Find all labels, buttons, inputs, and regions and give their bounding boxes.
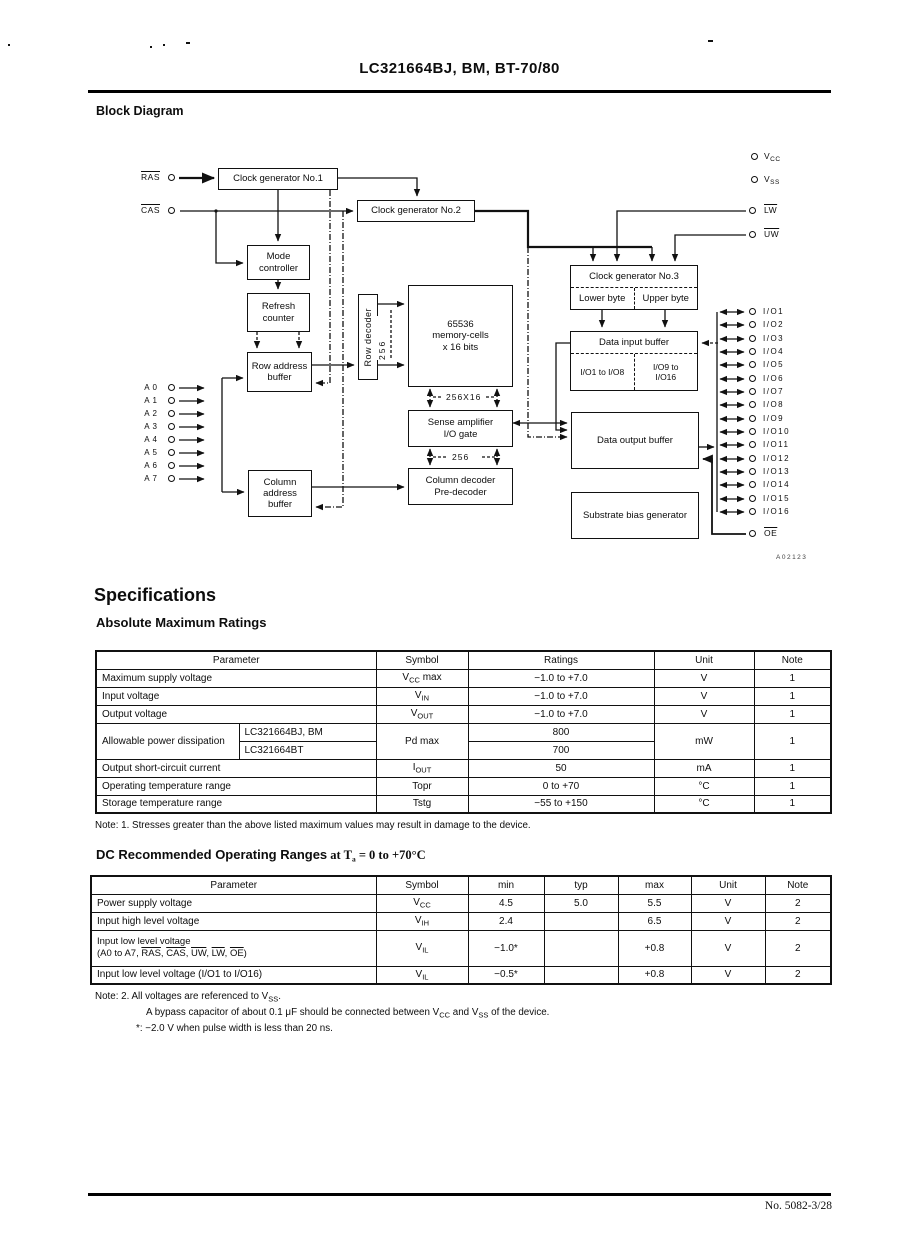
- pin-uw: [749, 231, 756, 238]
- rating-cell: −1.0 to +7.0: [468, 669, 654, 687]
- block-sense-amplifier: Sense amplifier I/O gate: [408, 410, 513, 447]
- header-min: min: [468, 876, 544, 894]
- pin-io10: [749, 428, 756, 435]
- header-symbol: Symbol: [376, 651, 468, 669]
- bus-label-256-rows: 256: [377, 316, 387, 360]
- pin-io2: [749, 321, 756, 328]
- pin-label-a7: A7: [144, 474, 160, 483]
- pin-label-io7: I/O7: [763, 387, 785, 396]
- param-cell: Output short-circuit current: [96, 759, 376, 777]
- header-rule: [88, 90, 831, 93]
- note-cell: 1: [754, 723, 831, 759]
- symbol-cell: $V_{CC}$ max: [376, 669, 468, 687]
- header-note: Note: [754, 651, 831, 669]
- unit-cell: V: [691, 912, 765, 930]
- pin-label-io6: I/O6: [763, 374, 785, 383]
- note-cell: 1: [754, 777, 831, 795]
- header-unit: Unit: [691, 876, 765, 894]
- block-substrate-bias-generator: Substrate bias generator: [571, 492, 699, 539]
- pin-a2: [168, 410, 175, 417]
- param-cell: Power supply voltage: [91, 894, 376, 912]
- symbol-cell: $I_{OUT}$: [376, 759, 468, 777]
- unit-cell: V: [654, 705, 754, 723]
- scan-speck: [150, 46, 152, 48]
- max-cell: 5.5: [618, 894, 691, 912]
- unit-cell: V: [691, 894, 765, 912]
- block-row-decoder: [358, 294, 378, 380]
- dc-note-line1: Note: 2. All voltages are referenced to $V_{SS}$.: [95, 991, 281, 1004]
- param-cell: Maximum supply voltage: [96, 669, 376, 687]
- diagram-ref-code: A02123: [776, 554, 808, 561]
- pin-label-a1: A1: [144, 396, 160, 405]
- note-cell: 1: [754, 669, 831, 687]
- pin-io3: [749, 335, 756, 342]
- table-row-vil-control: [91, 930, 831, 966]
- pin-label-a6: A6: [144, 461, 160, 470]
- typ-cell: 5.0: [544, 894, 618, 912]
- typ-cell: [544, 930, 618, 966]
- table-row: [96, 759, 831, 777]
- pin-io16: [749, 508, 756, 515]
- symbol-cell: $V_{IL}$: [376, 930, 468, 966]
- header-parameter: Parameter: [96, 651, 376, 669]
- note-cell: 2: [765, 966, 831, 984]
- pin-label-io8: I/O8: [763, 400, 785, 409]
- block-data-output-buffer: Data output buffer: [571, 412, 699, 469]
- typ-cell: [544, 912, 618, 930]
- table-row-vil-io: [91, 966, 831, 984]
- pin-a0: [168, 384, 175, 391]
- table-header-row: [96, 651, 831, 669]
- symbol-cell: Tstg: [376, 795, 468, 813]
- note-cell: 1: [754, 759, 831, 777]
- min-cell: −1.0*: [468, 930, 544, 966]
- pin-io1: [749, 308, 756, 315]
- pin-label-io9: I/O9: [763, 414, 785, 423]
- pin-a4: [168, 436, 175, 443]
- block-clock-generator-1: Clock generator No.1: [218, 168, 338, 190]
- pin-label-cas: $\overline{CAS}$: [141, 205, 160, 215]
- table-row: [91, 894, 831, 912]
- pin-io13: [749, 468, 756, 475]
- clock-generator-3-label: Clock generator No.3: [589, 270, 679, 282]
- header-ratings: Ratings: [468, 651, 654, 669]
- dc-ranges-heading: DC Recommended Operating Ranges at $T_a = 0$ to +70°C: [96, 847, 426, 864]
- table-row: [96, 705, 831, 723]
- pin-io15: [749, 495, 756, 502]
- note-cell: 1: [754, 795, 831, 813]
- page-title: LC321664BJ, BM, BT-70/80: [359, 60, 560, 77]
- pin-io11: [749, 441, 756, 448]
- scan-speck: [163, 44, 165, 46]
- dc-table: [90, 875, 832, 985]
- pin-label-lw: $\overline{LW}$: [764, 205, 778, 215]
- table-row: [91, 912, 831, 930]
- pin-label-io1: I/O1: [763, 307, 785, 316]
- table-row: [96, 687, 831, 705]
- pin-a6: [168, 462, 175, 469]
- abs-max-heading: Absolute Maximum Ratings: [96, 615, 267, 630]
- lower-byte-label: Lower byte: [579, 292, 626, 304]
- pin-label-io2: I/O2: [763, 320, 785, 329]
- unit-cell: V: [691, 966, 765, 984]
- pin-cas: [168, 207, 175, 214]
- header-max: max: [618, 876, 691, 894]
- table-row-power-1: [96, 723, 831, 741]
- table-row: [96, 777, 831, 795]
- pin-label-vcc: $V_{CC}$: [764, 151, 781, 163]
- unit-cell: °C: [654, 795, 754, 813]
- pin-label-oe: $\overline{OE}$: [764, 528, 778, 538]
- pin-label-io4: I/O4: [763, 347, 785, 356]
- block-refresh-counter: Refresh counter: [247, 293, 310, 332]
- param-cell: Input low level voltage (A0 to A7, $\overline{RAS}$, $\overline{CAS}$, $\overline{UW}$, $\overline{LW}$, $\overline{OE}$): [91, 930, 376, 966]
- pin-a1: [168, 397, 175, 404]
- param-cell: Input low level voltage (I/O1 to I/O16): [91, 966, 376, 984]
- pin-vcc: [751, 153, 758, 160]
- page-number: No. 5082-3/28: [764, 1200, 832, 1212]
- pin-vss: [751, 176, 758, 183]
- param-cell: Input high level voltage: [91, 912, 376, 930]
- pin-io14: [749, 481, 756, 488]
- table-row: [96, 795, 831, 813]
- pin-label-a2: A2: [144, 409, 160, 418]
- block-diagram: [0, 130, 898, 582]
- note-cell: 2: [765, 894, 831, 912]
- pin-io6: [749, 375, 756, 382]
- io-high-label: I/O9 to I/O16: [634, 354, 698, 390]
- header-parameter: Parameter: [91, 876, 376, 894]
- pin-label-a5: A5: [144, 448, 160, 457]
- unit-cell: °C: [654, 777, 754, 795]
- rating-cell: −1.0 to +7.0: [468, 687, 654, 705]
- min-cell: −0.5*: [468, 966, 544, 984]
- unit-cell: mW: [654, 723, 754, 759]
- block-data-input-buffer: [570, 331, 698, 391]
- pin-label-a4: A4: [144, 435, 160, 444]
- pin-io12: [749, 455, 756, 462]
- max-cell: +0.8: [618, 930, 691, 966]
- block-clock-generator-3: [570, 265, 698, 310]
- abs-max-note: Note: 1. Stresses greater than the above listed maximum values may result in damage to the device.: [95, 820, 531, 831]
- note-cell: 1: [754, 687, 831, 705]
- pin-label-uw: $\overline{UW}$: [764, 229, 780, 239]
- pin-label-vss: $V_{SS}$: [764, 174, 780, 186]
- unit-cell: V: [654, 687, 754, 705]
- scan-speck: [708, 40, 713, 42]
- block-column-address-buffer: Column address buffer: [248, 470, 312, 517]
- header-typ: typ: [544, 876, 618, 894]
- rating-cell: 50: [468, 759, 654, 777]
- header-unit: Unit: [654, 651, 754, 669]
- pin-lw: [749, 207, 756, 214]
- note-cell: 1: [754, 705, 831, 723]
- param-cell: Storage temperature range: [96, 795, 376, 813]
- block-clock-generator-2: Clock generator No.2: [357, 200, 475, 222]
- block-mode-controller: Mode controller: [247, 245, 310, 280]
- pin-a7: [168, 475, 175, 482]
- rating-cell: 800: [468, 723, 654, 741]
- upper-byte-label: Upper byte: [634, 288, 698, 309]
- min-cell: 2.4: [468, 912, 544, 930]
- bus-label-256x16: 256X16: [446, 392, 482, 402]
- typ-cell: [544, 966, 618, 984]
- note-cell: 2: [765, 912, 831, 930]
- block-memory-array: 65536 memory-cells x 16 bits: [408, 285, 513, 387]
- variant-cell: LC321664BJ, BM: [239, 723, 376, 741]
- rating-cell: −1.0 to +7.0: [468, 705, 654, 723]
- symbol-cell: $V_{OUT}$: [376, 705, 468, 723]
- abs-max-table: [95, 650, 832, 814]
- bus-label-256-cols: 256: [452, 452, 470, 462]
- scan-speck: [186, 42, 190, 44]
- param-cell: Allowable power dissipation: [96, 723, 239, 759]
- max-cell: 6.5: [618, 912, 691, 930]
- pin-label-a3: A3: [144, 422, 160, 431]
- pin-oe: [749, 530, 756, 537]
- pin-label-io12: I/O12: [763, 454, 791, 463]
- header-symbol: Symbol: [376, 876, 468, 894]
- header-note: Note: [765, 876, 831, 894]
- variant-cell: LC321664BT: [239, 741, 376, 759]
- table-row: [96, 669, 831, 687]
- note-cell: 2: [765, 930, 831, 966]
- pin-a3: [168, 423, 175, 430]
- max-cell: +0.8: [618, 966, 691, 984]
- param-cell: Operating temperature range: [96, 777, 376, 795]
- symbol-cell: $V_{CC}$: [376, 894, 468, 912]
- table-header-row: [91, 876, 831, 894]
- unit-cell: V: [691, 930, 765, 966]
- rating-cell: −55 to +150: [468, 795, 654, 813]
- pin-ras: [168, 174, 175, 181]
- pin-label-ras: $\overline{RAS}$: [141, 172, 160, 182]
- data-input-buffer-label: Data input buffer: [598, 336, 670, 348]
- unit-cell: V: [654, 669, 754, 687]
- param-cell: Input voltage: [96, 687, 376, 705]
- scan-speck: [8, 44, 10, 46]
- pin-io9: [749, 415, 756, 422]
- pin-label-io10: I/O10: [763, 427, 791, 436]
- symbol-cell: $V_{IH}$: [376, 912, 468, 930]
- pin-io4: [749, 348, 756, 355]
- unit-cell: mA: [654, 759, 754, 777]
- rating-cell: 700: [468, 741, 654, 759]
- io-low-label: I/O1 to I/O8: [580, 366, 625, 377]
- symbol-cell: Pd max: [376, 723, 468, 759]
- block-column-decoder: Column decoder Pre-decoder: [408, 468, 513, 505]
- rating-cell: 0 to +70: [468, 777, 654, 795]
- block-row-address-buffer: Row address buffer: [247, 352, 312, 392]
- min-cell: 4.5: [468, 894, 544, 912]
- pin-io8: [749, 401, 756, 408]
- pin-a5: [168, 449, 175, 456]
- symbol-cell: $V_{IL}$: [376, 966, 468, 984]
- pin-label-io15: I/O15: [763, 494, 791, 503]
- pin-label-a0: A0: [144, 383, 160, 392]
- pin-label-io11: I/O11: [763, 440, 790, 449]
- pin-label-io3: I/O3: [763, 334, 785, 343]
- param-cell: Output voltage: [96, 705, 376, 723]
- block-diagram-heading: Block Diagram: [96, 104, 184, 118]
- symbol-cell: $V_{IN}$: [376, 687, 468, 705]
- pin-label-io5: I/O5: [763, 360, 785, 369]
- pin-label-io16: I/O16: [763, 507, 791, 516]
- symbol-cell: Topr: [376, 777, 468, 795]
- row-decoder-label: Row decoder: [362, 307, 373, 367]
- pin-label-io14: I/O14: [763, 480, 791, 489]
- pin-io7: [749, 388, 756, 395]
- specifications-heading: Specifications: [94, 585, 217, 605]
- footer-rule: [88, 1193, 831, 1196]
- pin-io5: [749, 361, 756, 368]
- dc-note-line3: *: −2.0 V when pulse width is less than 20 ns.: [136, 1023, 333, 1034]
- dc-note-line2: A bypass capacitor of about 0.1 μF should be connected between $V_{CC}$ and $V_{SS}$ of the device.: [146, 1007, 550, 1020]
- pin-label-io13: I/O13: [763, 467, 791, 476]
